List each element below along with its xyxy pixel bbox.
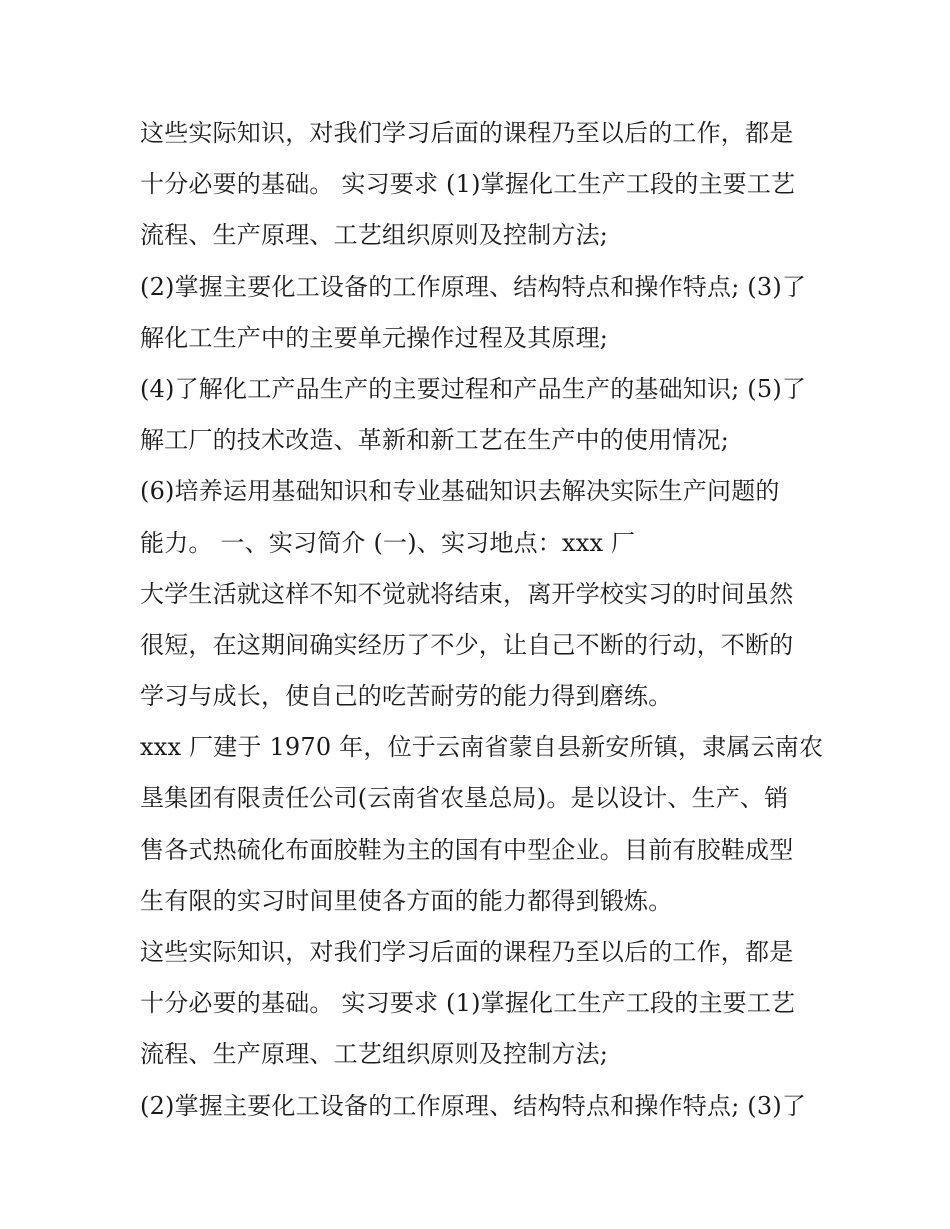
text-line: 十分必要的基础。 实习要求 (1)掌握化工生产工段的主要工艺 (140, 989, 796, 1018)
text-line: 流程、生产原理、工艺组织原则及控制方法; (140, 221, 609, 250)
text-line: 这些实际知识，对我们学习后面的课程乃至以后的工作，都是 (140, 119, 794, 147)
text-line: 大学生活就这样不知不觉就将结束，离开学校实习的时间虽然 (140, 579, 794, 608)
text-line: (2)掌握主要化工设备的工作原理、结构特点和操作特点; (3)了 (140, 1091, 807, 1120)
text-line: 解工厂的技术改造、革新和新工艺在生产中的使用情况; (140, 426, 730, 455)
text-line: 能力。 一、实习简介 (一)、实习地点：xxx 厂 (140, 528, 636, 557)
text-line: 很短，在这期间确实经历了不少，让自己不断的行动，不断的 (140, 630, 794, 659)
text-line: 售各式热硫化布面胶鞋为主的国有中型企业。目前有胶鞋成型 (140, 835, 794, 864)
text-line: 生有限的实习时间里使各方面的能力都得到锻炼。 (140, 886, 673, 915)
text-line: 这些实际知识，对我们学习后面的课程乃至以后的工作，都是 (140, 938, 794, 966)
text-line: 十分必要的基础。 实习要求 (1)掌握化工生产工段的主要工艺 (140, 170, 796, 199)
text-line: 流程、生产原理、工艺组织原则及控制方法; (140, 1040, 609, 1069)
text-line: 学习与成长，使自己的吃苦耐劳的能力得到磨练。 (140, 682, 673, 711)
text-line: 垦集团有限责任公司(云南省农垦总局)。是以设计、生产、销 (140, 784, 789, 813)
text-line: (4)了解化工产品生产的主要过程和产品生产的基础知识; (5)了 (140, 374, 807, 403)
text-line: xxx 厂建于 1970 年，位于云南省蒙自县新安所镇，隶属云南农 (140, 733, 824, 762)
text-line: (2)掌握主要化工设备的工作原理、结构特点和操作特点; (3)了 (140, 272, 807, 301)
text-line: 解化工生产中的主要单元操作过程及其原理; (140, 323, 609, 352)
document-body (140, 108, 824, 1132)
text-line: (6)培养运用基础知识和专业基础知识去解决实际生产问题的 (140, 477, 780, 506)
